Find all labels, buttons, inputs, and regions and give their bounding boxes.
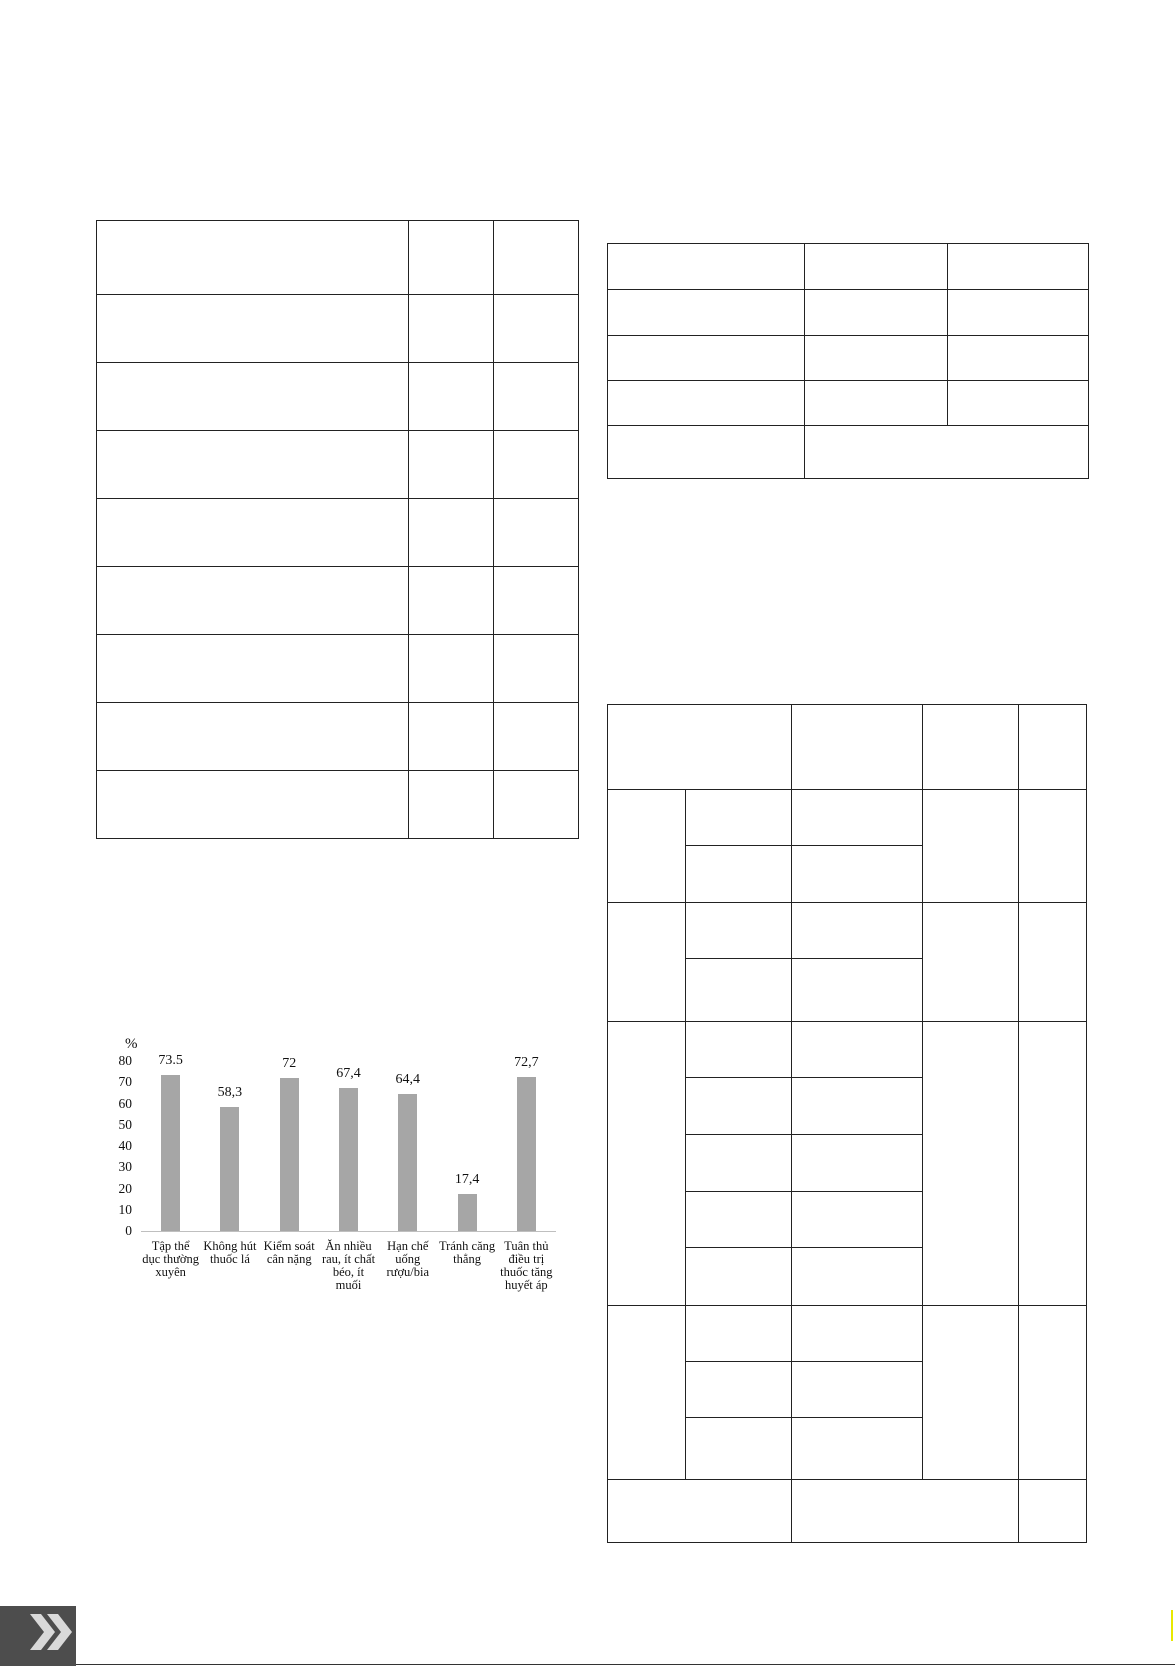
table-left-cell-21 [494,635,579,703]
table-right-bottom-cell-43 [1019,1480,1087,1543]
table-right-bottom-cell-3 [923,705,1019,790]
table-left-cell-14 [409,499,494,567]
table-left-cell-24 [494,703,579,771]
x-category-label-2: Không hút thuốc lá [203,1239,257,1266]
table-right-top-cell-12 [948,381,1089,426]
table-left-cell-2 [409,221,494,295]
table-right-bottom-cell-11 [792,846,923,903]
x-category-label-4: Ăn nhiều rau, ít chất béo, ít muối [321,1239,376,1292]
table-right-bottom-cell-21 [792,1022,923,1078]
table-left-cell-17 [409,567,494,635]
table-right-bottom-cell-16 [1019,903,1087,1022]
y-tick-label-40: 40 [118,1138,132,1153]
table-left-cell-12 [494,431,579,499]
table-right-top [607,243,1089,479]
bar-5 [398,1094,417,1231]
bar-6 [458,1194,477,1231]
table-right-bottom-cell-34 [792,1306,923,1362]
x-category-label-5: Hạn chế uống rượu/bia [386,1239,430,1279]
table-right-bottom-cell-5 [608,790,686,903]
data-label-3: 72 [282,1056,297,1071]
table-right-top-cell-5 [805,290,948,336]
table-left-cell-23 [409,703,494,771]
table-right-bottom-cell-14 [792,903,923,959]
y-tick-label-20: 20 [118,1180,132,1196]
data-label-2: 58,3 [217,1085,243,1101]
table-right-bottom [607,704,1087,1543]
table-right-bottom-cell-22 [923,1022,1019,1306]
table-left-cell-27 [494,771,579,839]
y-tick-label-0: 0 [125,1223,132,1238]
table-right-bottom-cell-1 [608,705,792,790]
accent-mark [1171,1610,1173,1641]
table-right-bottom-cell-31 [792,1248,923,1306]
table-right-bottom-cell-10 [686,846,792,903]
table-right-top-cell-8 [805,336,948,381]
table-right-bottom-cell-13 [686,903,792,959]
table-left-cell-11 [409,431,494,499]
table-right-top-cell-6 [948,290,1089,336]
table-right-top-cell-1 [608,244,805,290]
bar-chart [100,1030,570,1310]
table-left-cell-4 [97,295,409,363]
table-right-bottom-cell-12 [608,903,686,1022]
x-category-label-1: Tập thể dục thường xuyên [142,1239,200,1279]
table-right-bottom-cell-26 [686,1135,792,1192]
table-left-cell-15 [494,499,579,567]
table-right-bottom-cell-2 [792,705,923,790]
table-right-bottom-cell-23 [1019,1022,1087,1306]
table-right-bottom-cell-35 [923,1306,1019,1480]
data-label-1: 73.5 [158,1052,183,1068]
table-left-cell-25 [97,771,409,839]
footer-badge [0,1606,76,1666]
x-category-label-7: Tuân thủ điều trị thuốc tăng huyết áp [500,1239,553,1292]
data-label-4: 67,4 [336,1065,361,1081]
table-right-bottom-cell-15 [923,903,1019,1022]
table-right-bottom-cell-20 [686,1022,792,1078]
table-left-cell-6 [494,295,579,363]
table-left-cell-19 [97,635,409,703]
data-label-5: 64,4 [395,1072,421,1088]
table-right-top-cell-4 [608,290,805,336]
table-right-bottom-cell-41 [608,1480,792,1543]
table-right-bottom-cell-4 [1019,705,1087,790]
table-right-bottom-cell-28 [686,1192,792,1248]
table-right-bottom-cell-27 [792,1135,923,1192]
x-axis-line [141,1231,556,1232]
table-left-cell-8 [409,363,494,431]
table-left-cell-18 [494,567,579,635]
table-right-top-cell-10 [608,381,805,426]
table-left-cell-1 [97,221,409,295]
table-right-bottom-cell-33 [686,1306,792,1362]
y-tick-label-70: 70 [118,1074,132,1090]
x-category-label-6: Tránh căng thẳng [438,1239,496,1266]
table-right-top-cell-13 [608,426,805,479]
table-left-cell-5 [409,295,494,363]
double-chevron-icon [0,1606,76,1666]
table-right-bottom-cell-30 [686,1248,792,1306]
table-right-bottom-cell-29 [792,1192,923,1248]
y-tick-label-80: 80 [118,1053,132,1068]
table-right-bottom-cell-42 [792,1480,1019,1543]
table-left-cell-22 [97,703,409,771]
bar-1 [161,1075,180,1231]
table-right-bottom-cell-38 [792,1362,923,1418]
table-left-cell-7 [97,363,409,431]
x-category-label-3: Kiểm soát cân nặng [263,1239,315,1266]
table-right-bottom-cell-9 [1019,790,1087,903]
table-right-top-cell-7 [608,336,805,381]
bar-4 [339,1088,358,1231]
table-left [96,220,579,839]
bar-7 [517,1077,536,1231]
table-right-bottom-cell-25 [792,1078,923,1135]
table-right-bottom-cell-6 [686,790,792,846]
table-right-bottom-cell-18 [792,959,923,1022]
table-right-top-cell-3 [948,244,1089,290]
table-right-bottom-cell-39 [686,1418,792,1480]
table-right-bottom-cell-36 [1019,1306,1087,1480]
table-right-top-cell-9 [948,336,1089,381]
table-right-bottom-cell-8 [923,790,1019,903]
table-left-cell-20 [409,635,494,703]
table-right-bottom-cell-37 [686,1362,792,1418]
data-label-6: 17,4 [454,1172,480,1188]
table-left-cell-9 [494,363,579,431]
table-right-bottom-cell-7 [792,790,923,846]
table-left-cell-13 [97,499,409,567]
table-right-top-cell-2 [805,244,948,290]
footer-rule [76,1664,1175,1665]
data-label-7: 72,7 [514,1054,539,1070]
table-left-cell-26 [409,771,494,839]
bar-3 [280,1078,299,1231]
y-tick-label-10: 10 [118,1201,132,1217]
table-left-cell-10 [97,431,409,499]
y-tick-label-50: 50 [118,1116,132,1132]
bar-2 [220,1107,239,1231]
table-right-bottom-cell-32 [608,1306,686,1480]
y-tick-label-60: 60 [118,1095,132,1111]
table-right-bottom-cell-17 [686,959,792,1022]
table-right-bottom-cell-40 [792,1418,923,1480]
y-axis-unit-label: % [125,1036,138,1052]
table-left-cell-16 [97,567,409,635]
table-right-top-cell-11 [805,381,948,426]
table-right-bottom-cell-19 [608,1022,686,1306]
table-left-cell-3 [494,221,579,295]
table-right-bottom-cell-24 [686,1078,792,1135]
y-tick-label-30: 30 [118,1159,132,1175]
table-right-top-cell-14 [805,426,1089,479]
